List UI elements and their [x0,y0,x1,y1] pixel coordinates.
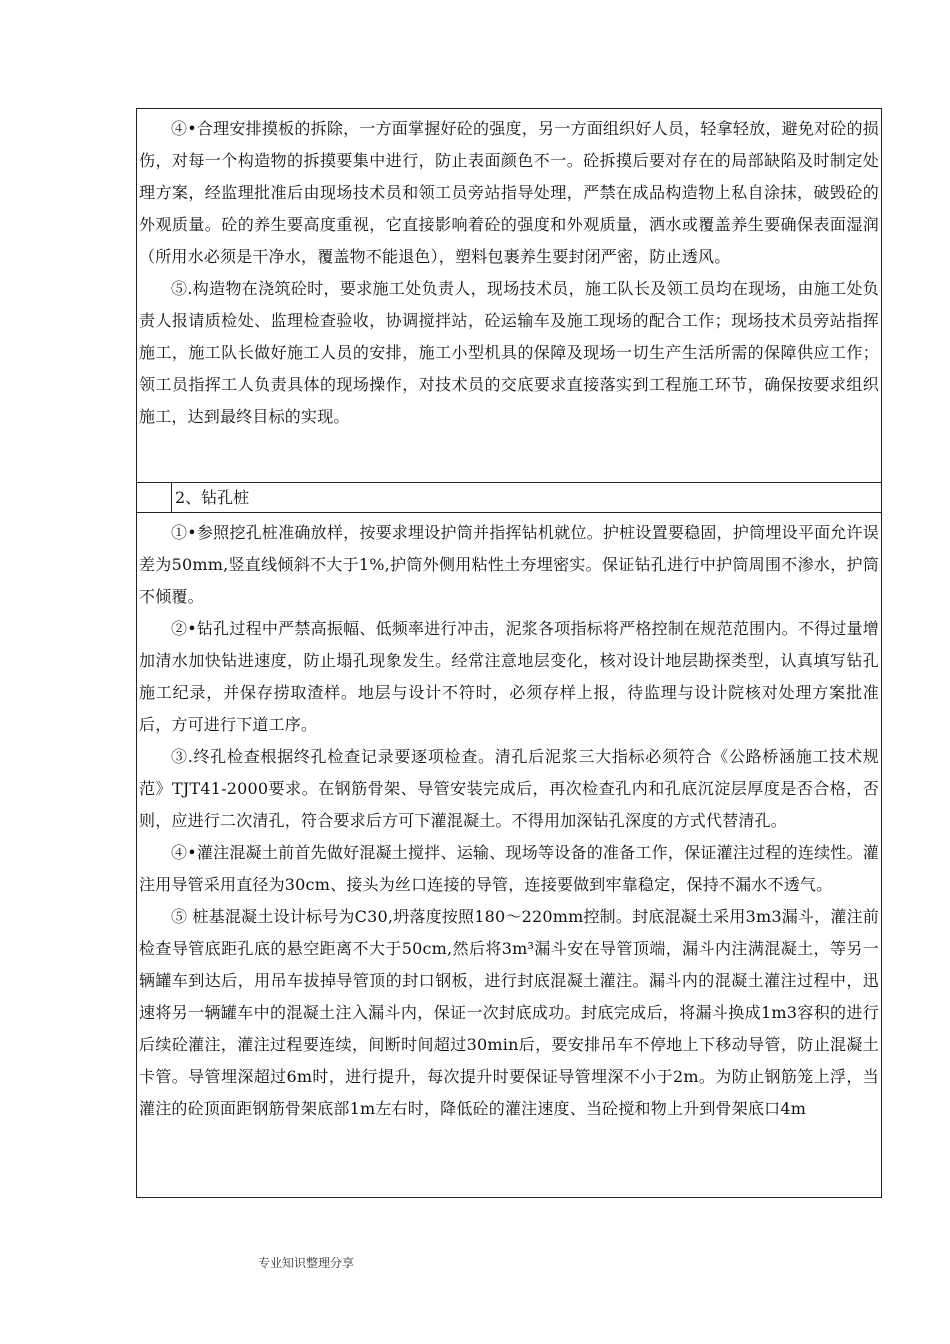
paragraph-pouring-preparation: ④•灌注混凝土前首先做好混凝土搅拌、运输、现场等设备的准备工作，保证灌注过程的连续性。灌注用导管采用直径为30cm、接头为丝口连接的导管，连接要做到牢靠稳定，保持不漏水不透气。 [139,843,879,894]
heading-cell-divider [171,483,172,512]
section-formwork-concrete [137,109,881,483]
paragraph-final-hole-check: ③.终孔检查根据终孔检查记录要逐项检查。清孔后泥浆三大指标必须符合《公路桥涵施工技术规范》TJT41-2000要求。在钢筋骨架、导管安装完成后，再次检查孔内和孔底沉淀层厚度是否合格，否则，应进行二次清孔，符合要求后方可下灌混凝土。不得用加深钻孔深度的方式代替清孔。 [139,747,879,830]
content-table [136,108,882,1198]
section-bored-pile [137,513,881,1197]
section-heading-bored-pile: 2、钻孔桩 [175,488,250,507]
paragraph-pouring-organization: ⑤.构造物在浇筑砼时，要求施工处负责人，现场技术员，施工队长及领工员均在现场，由施工处负责人报请质检处、监理检查验收，协调搅拌站，砼运输车及施工现场的配合工作；现场技术员旁站指挥施工，施工队长做好施工人员的安排，施工小型机具的保障及现场一切生产生活所需的保障供应工作；领工员指挥工人负责具体的现场操作，对技术员的交底要求直接落实到工程施工环节，确保按要求组织施工，达到最终目标的实现。 [139,279,879,426]
paragraph-pile-concrete: ⑤ 桩基混凝土设计标号为C30,坍落度按照180～220mm控制。封底混凝土采用3m3漏斗，灌注前检查导管底距孔底的悬空距离不大于50cm,然后将3m³漏斗安在导管顶端，漏斗内注满混凝土，等另一辆罐车到达后，用吊车拔掉导管顶的封口钢板，进行封底混凝土灌注。漏斗内的混凝土灌注过程中，迅速将另一辆罐车中的混凝土注入漏斗内，保证一次封底成功。封底完成后，将漏斗换成1m3容积的进行后续砼灌注，灌注过程要连续，间断时间超过30min后，要安排吊车不停地上下移动导管，防止混凝土卡管。导管埋深超过6m时，进行提升，每次提升时要保证导管埋深不小于2m。为防止钢筋笼上浮，当灌注的砼顶面距钢筋骨架底部1m左右时，降低砼的灌注速度、当砼搅和物上升到骨架底口4m [139,907,879,1118]
paragraph-casing-setup: ①•参照挖孔桩准确放样，按要求埋设护筒并指挥钻机就位。护桩设置要稳固，护筒埋设平面允许误差为50mm,竖直线倾斜不大于1%,护筒外侧用粘性土夯埋密实。保证钻孔进行中护筒周围不渗水，护筒不倾覆。 [139,523,879,606]
paragraph-formwork-removal: ④•合理安排摸板的拆除，一方面掌握好砼的强度，另一方面组织好人员，轻拿轻放，避免对砼的损伤，对每一个构造物的拆摸要集中进行，防止表面颜色不一。砼拆摸后要对存在的局部缺陷及时制定处理方案，经监理批准后由现场技术员和领工员旁站指导处理，严禁在成品构造物上私自涂抹，破毁砼的外观质量。砼的养生要高度重视，它直接影响着砼的强度和外观质量，洒水或覆盖养生要确保表面湿润（所用水必须是干净水，覆盖物不能退色），塑料包裹养生要封闭严密，防止透风。 [139,119,879,266]
footer-note: 专业知识整理分享 [258,1256,355,1270]
paragraph-drilling-process: ②•钻孔过程中严禁高振幅、低频率进行冲击，泥浆各项指标将严格控制在规范范围内。不得过量增加清水加快钻进速度，防止塌孔现象发生。经常注意地层变化，核对设计地层勘探类型，认真填写钻孔施工纪录，并保存捞取渣样。地层与设计不符时，必须存样上报，待监理与设计院核对处理方案批准后，方可进行下道工序。 [139,619,879,734]
section-heading-row [137,483,881,513]
